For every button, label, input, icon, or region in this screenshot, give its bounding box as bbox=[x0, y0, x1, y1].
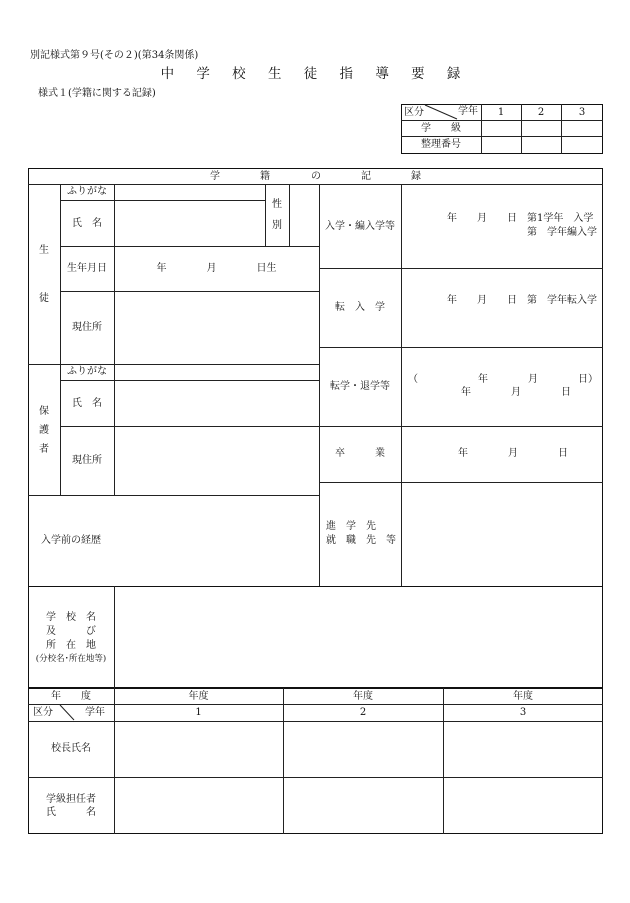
student-label-1: 生 bbox=[39, 245, 49, 256]
sex-label-2: 別 bbox=[272, 220, 282, 231]
student-address-label: 現住所 bbox=[72, 322, 102, 333]
homeroom-label-1: 学級担任者 bbox=[46, 794, 96, 805]
form-subtitle: 様式１(学籍に関する記録) bbox=[38, 88, 156, 99]
page-title: 中 学 校 生 徒 指 導 要 録 bbox=[160, 66, 470, 82]
guardian-name-label: 氏 名 bbox=[72, 398, 102, 409]
student-label-2: 徒 bbox=[39, 293, 49, 304]
year-col-2: 年度 bbox=[353, 691, 373, 702]
graduation-label: 卒 業 bbox=[335, 448, 385, 459]
school-label-2: 及 び bbox=[46, 626, 96, 637]
entry-value-1: 年 月 日 第1学年 入学 bbox=[447, 213, 594, 224]
homeroom-label-2: 氏 名 bbox=[46, 807, 96, 818]
transfer-out-value-1: （ 年 月 日） bbox=[408, 374, 598, 385]
heading-char-3: の bbox=[311, 171, 321, 182]
transfer-in-value: 年 月 日 第 学年転入学 bbox=[447, 295, 597, 306]
school-label-4: (分校名･所在地等) bbox=[35, 654, 107, 664]
entry-value-2: 第 学年編入学 bbox=[527, 227, 597, 238]
class-row-label: 学 級 bbox=[421, 123, 461, 134]
class-table-gakunen: 学年 bbox=[458, 106, 478, 117]
birth-label: 生年月日 bbox=[67, 263, 107, 274]
next-label-2: 就 職 先 等 bbox=[326, 535, 396, 546]
transfer-out-value-2: 年 月 日 bbox=[461, 387, 571, 398]
heading-char-4: 記 bbox=[361, 171, 371, 182]
graduation-value: 年 月 日 bbox=[458, 448, 568, 459]
next-label-1: 進 学 先 bbox=[326, 521, 376, 532]
sex-label-1: 性 bbox=[272, 199, 282, 210]
year-col-1: 年度 bbox=[188, 691, 209, 702]
bottom-gakunen: 学年 bbox=[85, 707, 105, 718]
school-label-3: 所 在 地 bbox=[46, 640, 96, 651]
guardian-furigana-label: ふりがな bbox=[67, 366, 107, 377]
student-furigana-label: ふりがな bbox=[67, 186, 107, 197]
heading-char-5: 録 bbox=[411, 171, 421, 182]
principal-label: 校長氏名 bbox=[51, 743, 91, 754]
guardian-address-label: 現住所 bbox=[72, 455, 102, 466]
bottom-grade-2: 2 bbox=[359, 707, 367, 718]
guardian-label-3: 者 bbox=[39, 444, 49, 455]
bottom-kubun: 区分 bbox=[33, 707, 53, 718]
bottom-grade-3: 3 bbox=[519, 707, 527, 718]
class-table-kubun: 区分 bbox=[404, 107, 424, 118]
heading-char-2: 籍 bbox=[260, 171, 270, 182]
prior-history-label: 入学前の経歴 bbox=[41, 535, 101, 546]
form-reference: 別記様式第９号(その２)(第34条関係) bbox=[30, 50, 199, 61]
birth-value: 年 月 日生 bbox=[156, 263, 277, 274]
school-label-1: 学 校 名 bbox=[46, 612, 96, 623]
transfer-out-label: 転学・退学等 bbox=[330, 381, 390, 392]
year-col-3: 年度 bbox=[513, 691, 533, 702]
year-label: 年 度 bbox=[51, 691, 91, 702]
grade-3-header: 3 bbox=[578, 107, 586, 118]
number-row-label: 整理番号 bbox=[421, 139, 461, 150]
entry-label: 入学・編入学等 bbox=[325, 221, 395, 232]
grade-1-header: 1 bbox=[497, 107, 505, 118]
grade-2-header: 2 bbox=[537, 107, 545, 118]
guardian-label-2: 護 bbox=[39, 425, 49, 436]
student-name-label: 氏 名 bbox=[72, 218, 102, 229]
bottom-grade-1: 1 bbox=[195, 707, 202, 718]
guardian-label-1: 保 bbox=[39, 406, 49, 417]
transfer-in-label: 転 入 学 bbox=[335, 302, 385, 313]
heading-char-1: 学 bbox=[210, 171, 220, 182]
